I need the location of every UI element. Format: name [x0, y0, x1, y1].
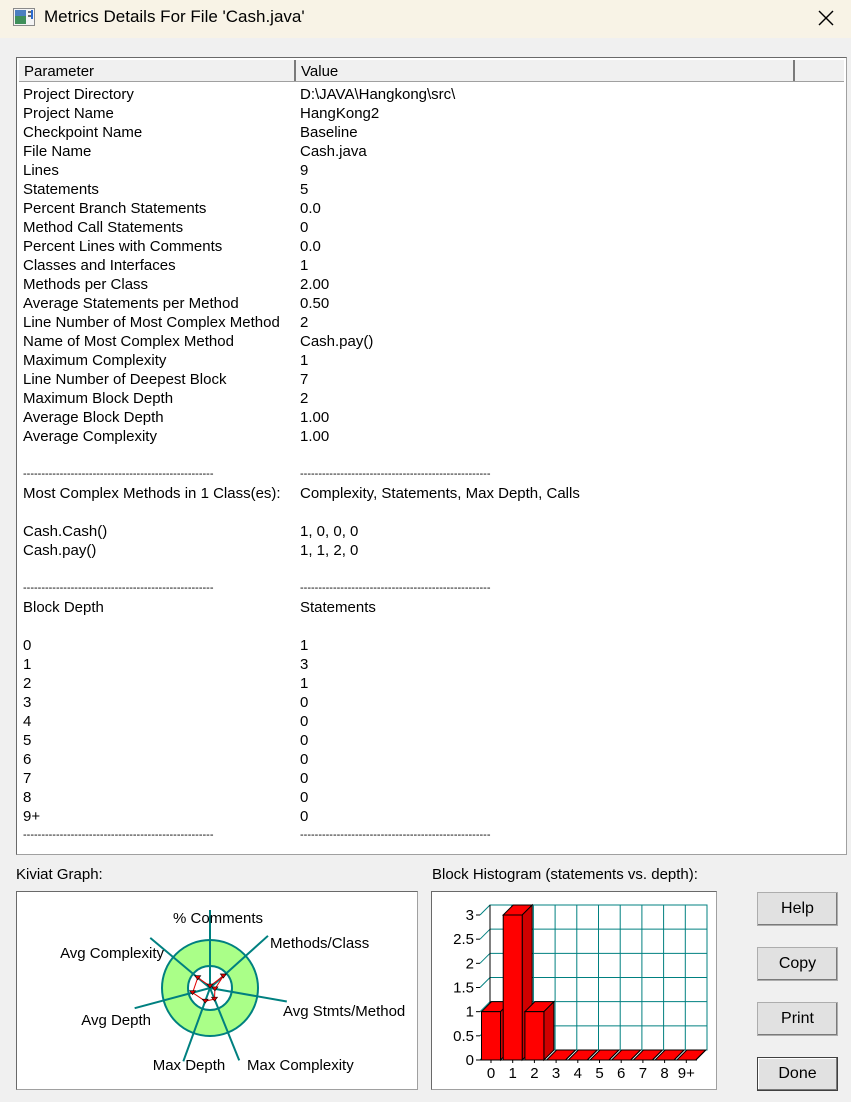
parameter-name: 9+: [23, 808, 41, 825]
parameter-name: Project Directory: [23, 86, 134, 103]
parameter-value: 0: [300, 770, 309, 787]
title-bar: [0, 0, 851, 38]
histogram-bar: [482, 1012, 501, 1060]
parameter-value: 1: [300, 352, 309, 369]
parameter-name: Methods per Class: [23, 276, 149, 293]
histogram-x-tick-label: 6: [617, 1065, 626, 1082]
metrics-list[interactable]: [16, 57, 847, 855]
histogram-y-tick-label: 3: [465, 907, 474, 924]
parameter-value: 1: [300, 637, 309, 654]
parameter-value: 0: [300, 751, 309, 768]
separator-line: ----------------------------------------------------: [23, 829, 214, 841]
app-window-icon: [13, 8, 35, 26]
histogram-x-tick-label: 4: [573, 1065, 582, 1082]
parameter-value: 0: [300, 694, 309, 711]
parameter-name: Lines: [23, 162, 59, 179]
parameter-name: 6: [23, 751, 32, 768]
separator-line: ----------------------------------------------------: [300, 829, 491, 841]
histogram-y-tick-label: 0.5: [453, 1027, 474, 1045]
help-button[interactable]: Help: [757, 892, 838, 926]
histogram-y-tick-label: 1.5: [453, 979, 474, 997]
parameter-name: Average Statements per Method: [23, 295, 239, 312]
separator-line: ----------------------------------------------------: [23, 582, 214, 594]
column-header-value[interactable]: Value: [296, 60, 795, 81]
parameter-value: 1: [300, 675, 309, 692]
histogram-bar: [503, 915, 522, 1060]
parameter-value: Complexity, Statements, Max Depth, Calls: [300, 485, 580, 502]
parameter-name: Average Block Depth: [23, 409, 164, 426]
histogram-bar: [525, 1012, 544, 1060]
histogram-gridline-diagonal: [480, 978, 490, 988]
parameter-value: 0.50: [300, 295, 330, 312]
histogram-gridline-diagonal: [480, 905, 490, 915]
parameter-name: File Name: [23, 143, 92, 160]
parameter-name: 8: [23, 789, 32, 806]
parameter-name: 5: [23, 732, 32, 749]
parameter-value: 1.00: [300, 428, 330, 445]
histogram-x-tick-label: 5: [595, 1065, 604, 1082]
parameter-value: 1, 1, 2, 0: [300, 542, 359, 559]
parameter-value: HangKong2: [300, 105, 380, 122]
parameter-name: Classes and Interfaces: [23, 257, 176, 274]
parameter-name: 1: [23, 656, 32, 673]
parameter-name: Block Depth: [23, 599, 104, 616]
parameter-value: 0: [300, 713, 309, 730]
done-button[interactable]: Done: [757, 1057, 838, 1091]
parameter-name: Name of Most Complex Method: [23, 333, 234, 350]
kiviat-axis-label: Avg Stmts/Method: [283, 1003, 406, 1020]
block-histogram: [432, 892, 716, 1089]
parameter-name: Statements: [23, 181, 99, 198]
parameter-value: 1, 0, 0, 0: [300, 523, 359, 540]
parameter-value: 0: [300, 732, 309, 749]
parameter-name: Checkpoint Name: [23, 124, 143, 141]
histogram-bar-side: [544, 1002, 554, 1060]
histogram-y-tick-label: 0: [465, 1052, 474, 1069]
histogram-x-tick-label: 7: [638, 1065, 648, 1082]
parameter-name: Maximum Block Depth: [23, 390, 174, 407]
parameter-value: 1.00: [300, 409, 330, 426]
histogram-gridline-diagonal: [480, 953, 490, 963]
parameter-value: 5: [300, 181, 309, 198]
histogram-x-tick-label: 1: [508, 1065, 517, 1082]
block-histogram-label: Block Histogram (statements vs. depth):: [432, 866, 698, 883]
parameter-value: 1: [300, 257, 309, 274]
parameter-name: Cash.Cash(): [23, 523, 108, 540]
kiviat-axis-label: Max Complexity: [247, 1057, 354, 1074]
parameter-value: 7: [300, 371, 309, 388]
parameter-value: Baseline: [300, 124, 358, 141]
copy-button[interactable]: Copy: [757, 947, 838, 981]
parameter-value: 0: [300, 219, 309, 236]
parameter-value: 0: [300, 789, 309, 806]
column-header-parameter[interactable]: Parameter: [19, 60, 296, 81]
parameter-value: 0.0: [300, 200, 321, 217]
histogram-x-tick-label: 8: [660, 1065, 669, 1082]
kiviat-axis-label: Avg Complexity: [60, 945, 164, 962]
kiviat-graph-panel: [16, 891, 418, 1090]
parameter-name: Method Call Statements: [23, 219, 184, 236]
histogram-gridline-diagonal: [480, 929, 490, 939]
parameter-name: Line Number of Most Complex Method: [23, 314, 280, 331]
parameter-name: Cash.pay(): [23, 542, 97, 559]
histogram-y-tick-label: 1: [465, 1003, 474, 1021]
parameter-name: 7: [23, 770, 32, 787]
kiviat-axis-label: Methods/Class: [270, 935, 370, 952]
histogram-x-tick-label: 3: [551, 1065, 561, 1082]
parameter-name: 0: [23, 637, 32, 654]
close-icon: [811, 4, 841, 32]
parameter-value: Cash.pay(): [300, 333, 374, 350]
parameter-value: 2.00: [300, 276, 330, 293]
parameter-name: Average Complexity: [23, 428, 157, 445]
parameter-name: Project Name: [23, 105, 114, 122]
histogram-y-tick-label: 2: [465, 955, 474, 973]
parameter-value: 2: [300, 390, 309, 407]
parameter-name: Maximum Complexity: [23, 352, 167, 369]
parameter-name: Line Number of Deepest Block: [23, 371, 227, 388]
histogram-x-tick-label: 2: [530, 1065, 539, 1082]
separator-line: ----------------------------------------------------: [300, 582, 491, 594]
kiviat-axis-label: Max Depth: [152, 1057, 226, 1074]
parameter-value: Cash.java: [300, 143, 367, 160]
parameter-name: Most Complex Methods in 1 Class(es):: [23, 485, 281, 502]
kiviat-graph-label: Kiviat Graph:: [16, 866, 103, 883]
histogram-y-tick-label: 2.5: [453, 931, 474, 949]
parameter-value: 0: [300, 808, 309, 825]
parameter-value: 0.0: [300, 238, 321, 255]
close-button[interactable]: [811, 4, 841, 32]
parameter-name: Percent Branch Statements: [23, 200, 207, 217]
print-button[interactable]: Print: [757, 1002, 838, 1036]
histogram-x-tick-label: 9+: [677, 1065, 695, 1082]
window-title: Metrics Details For File 'Cash.java': [44, 7, 305, 26]
kiviat-graph: [17, 892, 417, 1089]
kiviat-axis-label: Avg Depth: [81, 1012, 151, 1029]
separator-line: ----------------------------------------------------: [300, 468, 491, 480]
parameter-name: Percent Lines with Comments: [23, 238, 223, 255]
parameter-name: 4: [23, 713, 32, 730]
block-histogram-panel: [431, 891, 717, 1090]
histogram-x-tick-label: 0: [486, 1065, 496, 1082]
parameter-name: 3: [23, 694, 32, 711]
column-header-empty[interactable]: [795, 60, 845, 81]
separator-line: ----------------------------------------------------: [23, 468, 214, 480]
parameter-value: 3: [300, 656, 309, 673]
list-header: [19, 60, 844, 82]
parameter-value: Statements: [300, 599, 376, 616]
kiviat-axis-label: % Comments: [172, 910, 264, 927]
parameter-value: 9: [300, 162, 309, 179]
parameter-value: D:\JAVA\Hangkong\src\: [300, 86, 456, 103]
parameter-value: 2: [300, 314, 309, 331]
parameter-name: 2: [23, 675, 32, 692]
